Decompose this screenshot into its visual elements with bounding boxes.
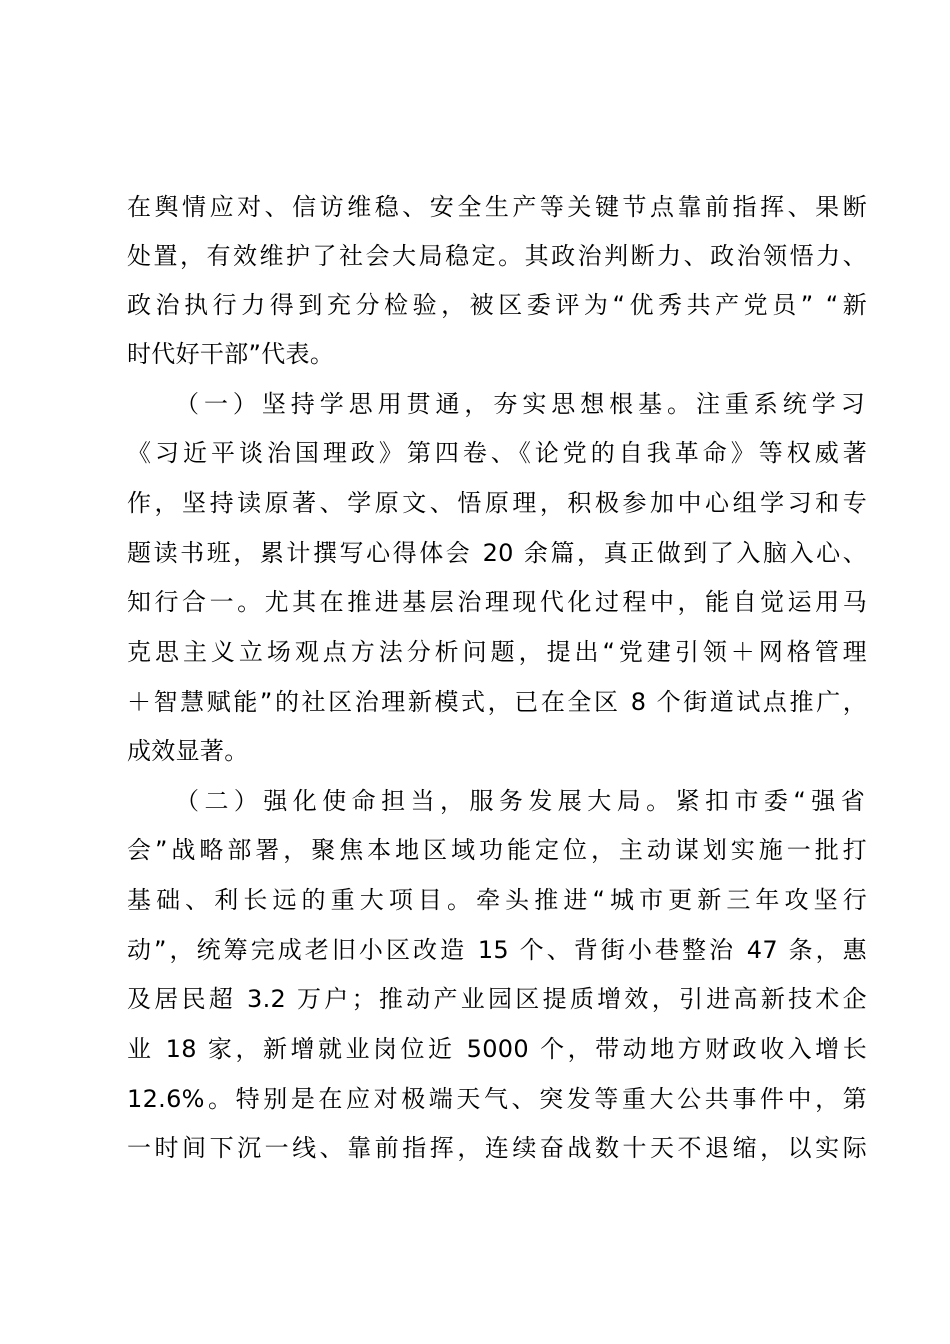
paragraph-line: 基础、利长远的重大项目。牵头推进“城市更新三年攻坚行 — [127, 886, 867, 914]
section-heading-line: （二）强化使命担当，服务发展大局。紧扣市委“强省 — [175, 787, 865, 815]
paragraph-line: 作，坚持读原著、学原文、悟原理，积极参加中心组学习和专 — [127, 489, 867, 517]
paragraph-line: 会”战略部署，聚焦本地区域功能定位，主动谋划实施一批打 — [127, 836, 867, 864]
paragraph-line: 时代好干部”代表。 — [127, 340, 335, 368]
paragraph-line: 在舆情应对、信访维稳、安全生产等关键节点靠前指挥、果断 — [127, 193, 867, 221]
paragraph-line: 处置，有效维护了社会大局稳定。其政治判断力、政治领悟力、 — [127, 242, 867, 270]
paragraph-line: 一时间下沉一线、靠前指挥，连续奋战数十天不退缩，以实际 — [127, 1134, 867, 1162]
paragraph-line: 政治执行力得到充分检验，被区委评为“优秀共产党员” “新 — [127, 291, 867, 319]
paragraph-line: 12.6%。特别是在应对极端天气、突发等重大公共事件中，第 — [127, 1085, 867, 1113]
paragraph-line: 成效显著。 — [127, 737, 249, 765]
paragraph-line: 《习近平谈治国理政》第四卷、《论党的自我革命》等权威著 — [127, 439, 867, 467]
paragraph-line: 克思主义立场观点方法分析问题，提出“党建引领＋网格管理 — [127, 638, 867, 666]
paragraph-line: 动”，统筹完成老旧小区改造 15 个、背街小巷整治 47 条，惠 — [127, 936, 867, 964]
paragraph-line: 业 18 家，新增就业岗位近 5000 个，带动地方财政收入增长 — [127, 1035, 867, 1063]
section-heading-line: （一）坚持学思用贯通，夯实思想根基。注重系统学习 — [175, 390, 865, 418]
paragraph-line: 题读书班，累计撰写心得体会 20 余篇，真正做到了入脑入心、 — [127, 539, 867, 567]
paragraph-line: 知行合一。尤其在推进基层治理现代化过程中，能自觉运用马 — [127, 588, 867, 616]
paragraph-line: ＋智慧赋能”的社区治理新模式，已在全区 8 个街道试点推广， — [127, 688, 867, 716]
paragraph-line: 及居民超 3.2 万户；推动产业园区提质增效，引进高新技术企 — [127, 985, 867, 1013]
